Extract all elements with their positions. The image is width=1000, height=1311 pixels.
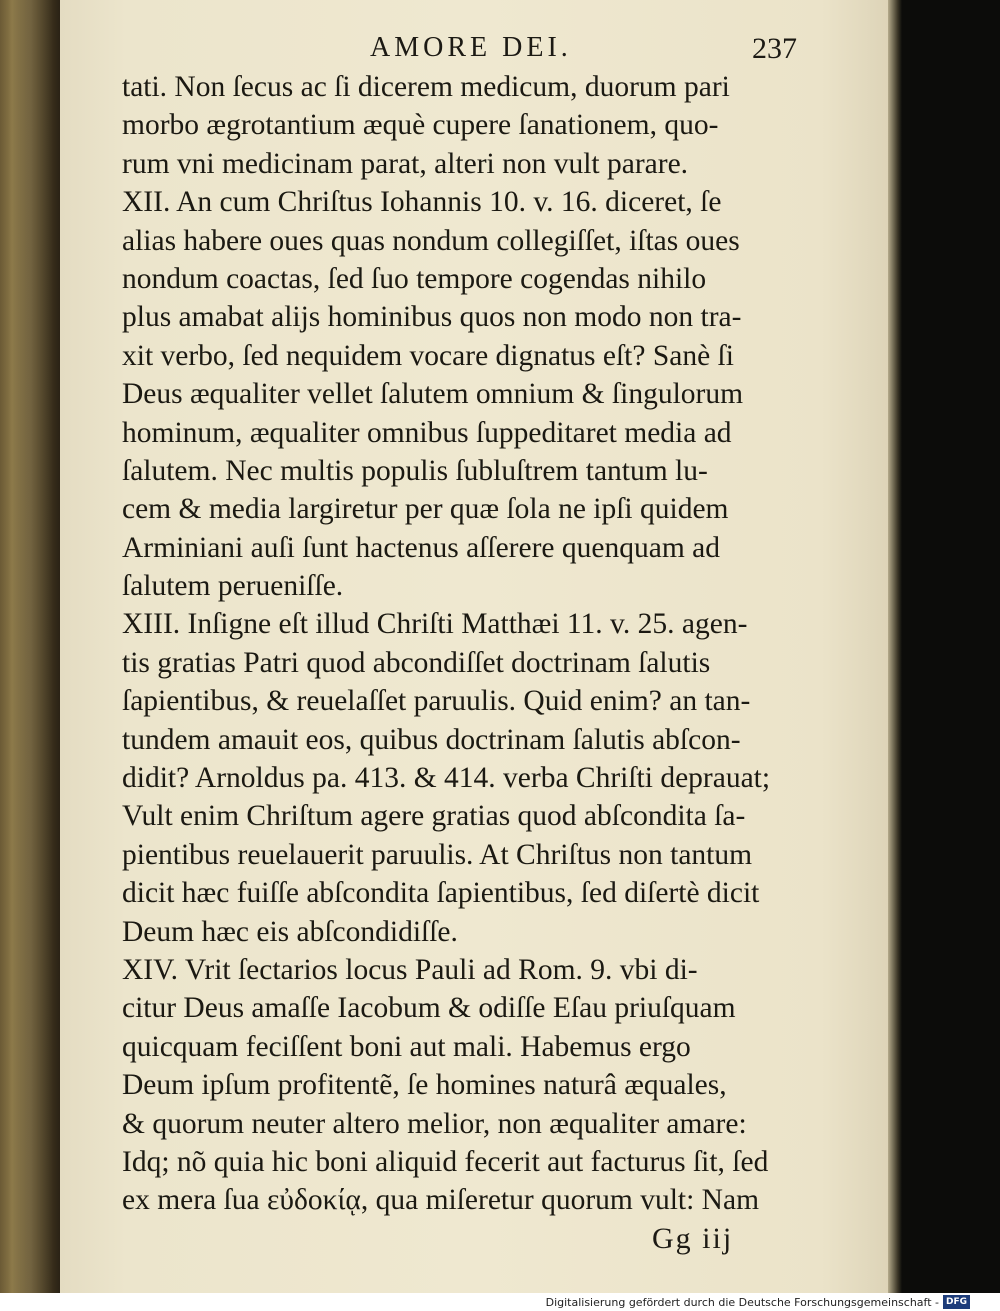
- text-line: ſalutem perueniſſe.: [122, 570, 344, 603]
- text-line: Deus æqualiter vellet ſalutem omnium & ſingulorum: [122, 378, 744, 411]
- text-line: alias habere oues quas nondum collegiſſet, iſtas oues: [122, 224, 740, 257]
- text-line: cem & media largiretur per quæ ſola ne ipſi quidem: [122, 493, 729, 526]
- running-head: AMORE DEI.: [370, 32, 572, 63]
- signature-mark: Gg iij: [652, 1222, 734, 1255]
- text-line: tundem amauit eos, quibus doctrinam ſalutis abſcon-: [122, 723, 741, 756]
- text-line: Deum hæc eis abſcondidiſſe.: [122, 915, 458, 948]
- text-line: tis gratias Patri quod abcondiſſet doctrinam ſalutis: [122, 646, 711, 679]
- text-line: XII. An cum Chriſtus Iohannis 10. v. 16. diceret, ſe: [122, 186, 722, 219]
- text-line: hominum, æqualiter omnibus ſuppeditaret media ad: [122, 416, 732, 449]
- text-line: ſapientibus, & reuelaſſet paruulis. Quid enim? an tan-: [122, 685, 751, 718]
- text-line: morbo ægrotantium æquè cupere ſanationem, quo-: [122, 109, 719, 142]
- footer-credit: Digitalisierung gefördert durch die Deutsche Forschungsgemeinschaft -: [545, 1295, 939, 1309]
- text-line: pientibus reuelauerit paruulis. At Chriſtus non tantum: [122, 838, 753, 871]
- text-line: rum vni medicinam parat, alteri non vult parare.: [122, 147, 689, 180]
- text-line: Deum ipſum profitentẽ, ſe homines naturâ æquales,: [122, 1069, 727, 1102]
- text-line: ſalutem. Nec multis populis ſubluſtrem tantum lu-: [122, 454, 708, 487]
- text-line: dicit hæc fuiſſe abſcondita ſapientibus, ſed diſertè dicit: [122, 877, 760, 910]
- text-line: Vult enim Chriſtum agere gratias quod abſcondita ſa-: [122, 800, 746, 833]
- text-line: XIII. Inſigne eſt illud Chriſti Matthæi 11. v. 25. agen-: [122, 608, 748, 641]
- book-binding: [0, 0, 60, 1293]
- page-edge-shadow: [888, 0, 902, 1293]
- digitization-footer: [546, 1293, 970, 1311]
- text-line: plus amabat alijs hominibus quos non modo non tra-: [122, 301, 742, 334]
- binding-edge: [8, 0, 54, 1293]
- body-text: [122, 68, 826, 1220]
- text-line: nondum coactas, ſed ſuo tempore cogendas nihilo: [122, 262, 707, 295]
- text-line: tati. Non ſecus ac ſi dicerem medicum, duorum pari: [122, 71, 730, 103]
- text-line: & quorum neuter altero melior, non æqualiter amare:: [122, 1107, 747, 1140]
- text-line: xit verbo, ſed nequidem vocare dignatus eſt? Sanè ſi: [122, 339, 734, 372]
- text-line: quicquam feciſſent boni aut mali. Habemus ergo: [122, 1030, 691, 1063]
- text-line: Arminiani auſi ſunt hactenus aſſerere quenquam ad: [122, 531, 720, 564]
- dfg-logo-icon: DFG: [943, 1295, 970, 1309]
- text-line: ex mera ſua εὐδοκίᾳ, qua miſeretur quorum vult: Nam: [122, 1184, 760, 1217]
- page-number: 237: [752, 32, 797, 65]
- text-line: XIV. Vrit ſectarios locus Pauli ad Rom. 9. vbi di-: [122, 953, 698, 986]
- text-line: Idq; nõ quia hic boni aliquid fecerit aut facturus ſit, ſed: [122, 1145, 769, 1178]
- text-line: didit? Arnoldus pa. 413. & 414. verba Chriſti deprauat;: [122, 762, 771, 795]
- text-line: citur Deus amaſſe Iacobum & odiſſe Eſau priuſquam: [122, 992, 736, 1025]
